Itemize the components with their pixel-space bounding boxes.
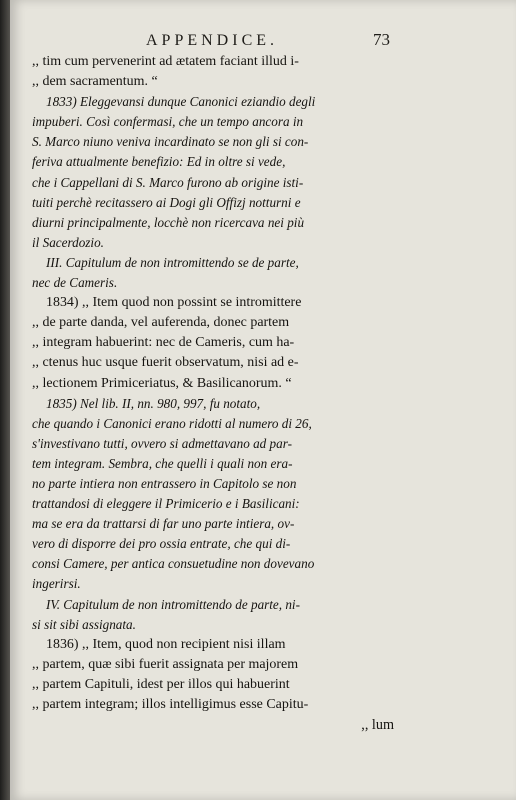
text-line: ,, lum bbox=[361, 717, 394, 734]
text-line: nec de Cameris. bbox=[32, 275, 118, 291]
text-line: ,, integram habuerint: nec de Cameris, cum ha- bbox=[32, 335, 295, 351]
text-line: 1833) Eleggevansi dunque Canonici eziandio degli bbox=[46, 94, 316, 110]
text-line: che quando i Canonici erano ridotti al numero di 26, bbox=[32, 415, 312, 431]
text-line: ,, partem Capituli, idest per illos qui habuerint bbox=[32, 676, 290, 692]
binding-gutter bbox=[0, 0, 10, 800]
text-line: ma se era da trattarsi di far uno parte intiera, ov- bbox=[32, 516, 295, 532]
page-number: 73 bbox=[373, 30, 390, 49]
text-line: il Sacerdozio. bbox=[32, 234, 104, 250]
text-line: no parte intiera non entrassero in Capitolo se non bbox=[32, 475, 297, 491]
text-line: 1835) Nel lib. II, nn. 980, 997, fu notato, bbox=[46, 395, 261, 411]
text-line: si sit sibi assignata. bbox=[32, 616, 136, 632]
text-line: s'investivano tutti, ovvero si admettavano ad par- bbox=[32, 435, 292, 451]
text-line: tuiti perchè recitassero ai Dogi gli Offizj notturni e bbox=[32, 194, 301, 210]
text-line: III. Capitulum de non intromittendo se de parte, bbox=[46, 254, 299, 270]
book-page bbox=[10, 0, 516, 800]
text-line: impuberi. Così confermasi, che un tempo ancora in bbox=[32, 114, 304, 130]
text-line: 1836) ,, Item, quod non recipient nisi illam bbox=[46, 636, 286, 652]
text-line: tem integram. Sembra, che quelli i quali non era- bbox=[32, 455, 293, 471]
text-line: ,, dem sacramentum. “ bbox=[32, 74, 158, 90]
text-line: ,, de parte danda, vel auferenda, donec partem bbox=[32, 315, 290, 331]
text-line: ,, partem integram; illos intelligimus esse Capitu- bbox=[32, 697, 309, 712]
page-header bbox=[10, 30, 516, 52]
text-line: 1834) ,, Item quod non possint se intromittere bbox=[46, 295, 302, 311]
page-body bbox=[32, 52, 410, 735]
text-line: IV. Capitulum de non intromittendo de parte, ni- bbox=[46, 596, 300, 612]
text-line: ,, tim cum pervenerint ad ætatem faciant illud i- bbox=[32, 54, 299, 69]
text-line: che i Cappellani di S. Marco furono ab origine isti- bbox=[32, 174, 304, 190]
text-line: trattandosi di eleggere il Primicerio e i Basilicani: bbox=[32, 496, 300, 512]
text-line: ,, partem, quæ sibi fuerit assignata per majorem bbox=[32, 656, 299, 672]
text-line: ,, ctenus huc usque fuerit observatum, nisi ad e- bbox=[32, 355, 299, 371]
text-line: S. Marco niuno veniva incardinato se non gli si con- bbox=[32, 134, 309, 150]
text-line: vero di disporre dei pro ossia entrate, che qui di- bbox=[32, 536, 291, 552]
text-line: ingerirsi. bbox=[32, 576, 81, 592]
text-line: consi Camere, per antica consuetudine non dovevano bbox=[32, 556, 315, 572]
text-line: ,, lectionem Primiceriatus, & Basilicanorum. “ bbox=[32, 375, 292, 391]
text-line: feriva attualmente benefizio: Ed in oltre si vede, bbox=[32, 154, 286, 170]
running-title: APPENDICE. bbox=[146, 32, 279, 49]
text-line: diurni principalmente, locchè non ricercava nei più bbox=[32, 214, 305, 230]
